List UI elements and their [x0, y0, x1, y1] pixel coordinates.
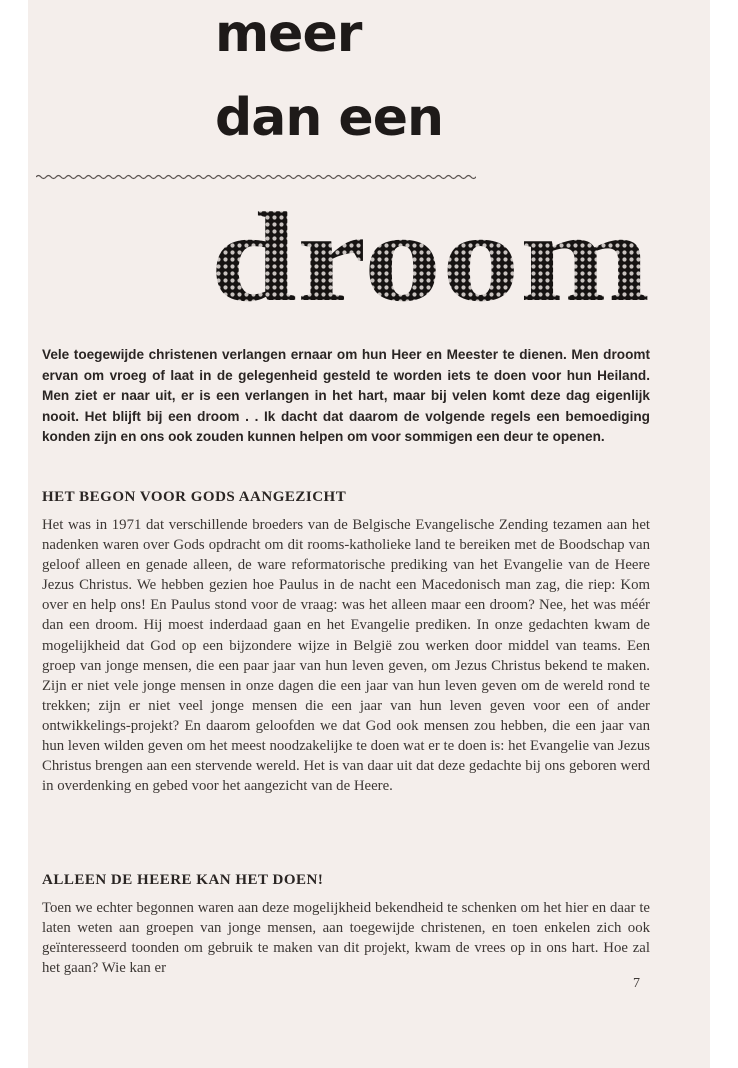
page-number: 7 [633, 976, 640, 991]
decorative-wavy-divider [36, 172, 476, 182]
title-line-dan-een: dan een [215, 88, 443, 148]
section-body-alleen-de-heere: Toen we echter begonnen waren aan deze mogelijkheid bekendheid te schenken om het hier en daar te laten weten aan groepen van jonge mensen, aan toegewijde christenen, en toen enkelen zich ook geïnteresseerd toonden om gebruik te maken van dit projekt, kwam de vrees op in ons hart. Hoe zal het gaan? Wie kan er [42, 900, 650, 977]
section-heading-het-begon: HET BEGON VOOR GODS AANGEZICHT [42, 489, 347, 505]
title-droom-dotted [208, 200, 652, 310]
intro-paragraph: Vele toegewijde christenen verlangen ernaar om hun Heer en Meester te dienen. Men droomt ervan om vroeg of laat in de gelegenheid gesteld te worden iets te doen voor hun Heiland. Men ziet er naar uit, er is een verlangen in het hart, maar bij velen komt deze dag eigenlijk nooit. Het blijft bij een droom . . Ik dacht dat daarom de volgende regels een bemoediging konden zijn en ons ook zouden kunnen helpen om voor sommigen een deur te openen. [42, 347, 650, 445]
section-heading-alleen-de-heere: ALLEEN DE HEERE KAN HET DOEN! [42, 872, 324, 888]
section-body-het-begon: Het was in 1971 dat verschillende broeders van de Belgische Evangelische Zending tezamen aan het nadenken waren over Gods opdracht om dit rooms-katholieke land te bereiken met de Boodschap van geloof alleen en genade alleen, de ware reformatorische prediking van het Evangelie van de Heere Jezus Christus. We hebben gezien hoe Paulus in de nacht een Macedonisch man zag, die riep: Kom over en help ons! En Paulus stond voor de vraag: was het alleen maar een droom? Nee, het was méér dan een droom. Hij moest inderdaad gaan en het Evangelie prediken. In onze gedachten kwam de mogelijkheid dat God op een bijzondere wijze in België zou werken door middel van teams. Een groep van jonge mensen, die een paar jaar van hun leven geven, om Jezus Christus bekend te maken. Zijn er niet vele jonge mensen in onze dagen die een jaar van hun leven geven om de wereld rond te trekken; zijn er niet veel jonge mensen die een jaar van hun leven geven voor een of ander ontwikkelings-projekt? En daarom geloofden we dat God ook mensen zou hebben, die een jaar van hun leven wilden geven om het meest noodzakelijke te doen wat er te doen is: het Evangelie van Jezus Christus brengen aan een stervende wereld. Het is van daar uit dat deze gedachte bij ons geboren werd in overdenking en gebed voor het aangezicht van de Heere. [42, 517, 650, 795]
droom-text: droom [210, 200, 650, 310]
title-line-meer: meer [215, 4, 362, 64]
